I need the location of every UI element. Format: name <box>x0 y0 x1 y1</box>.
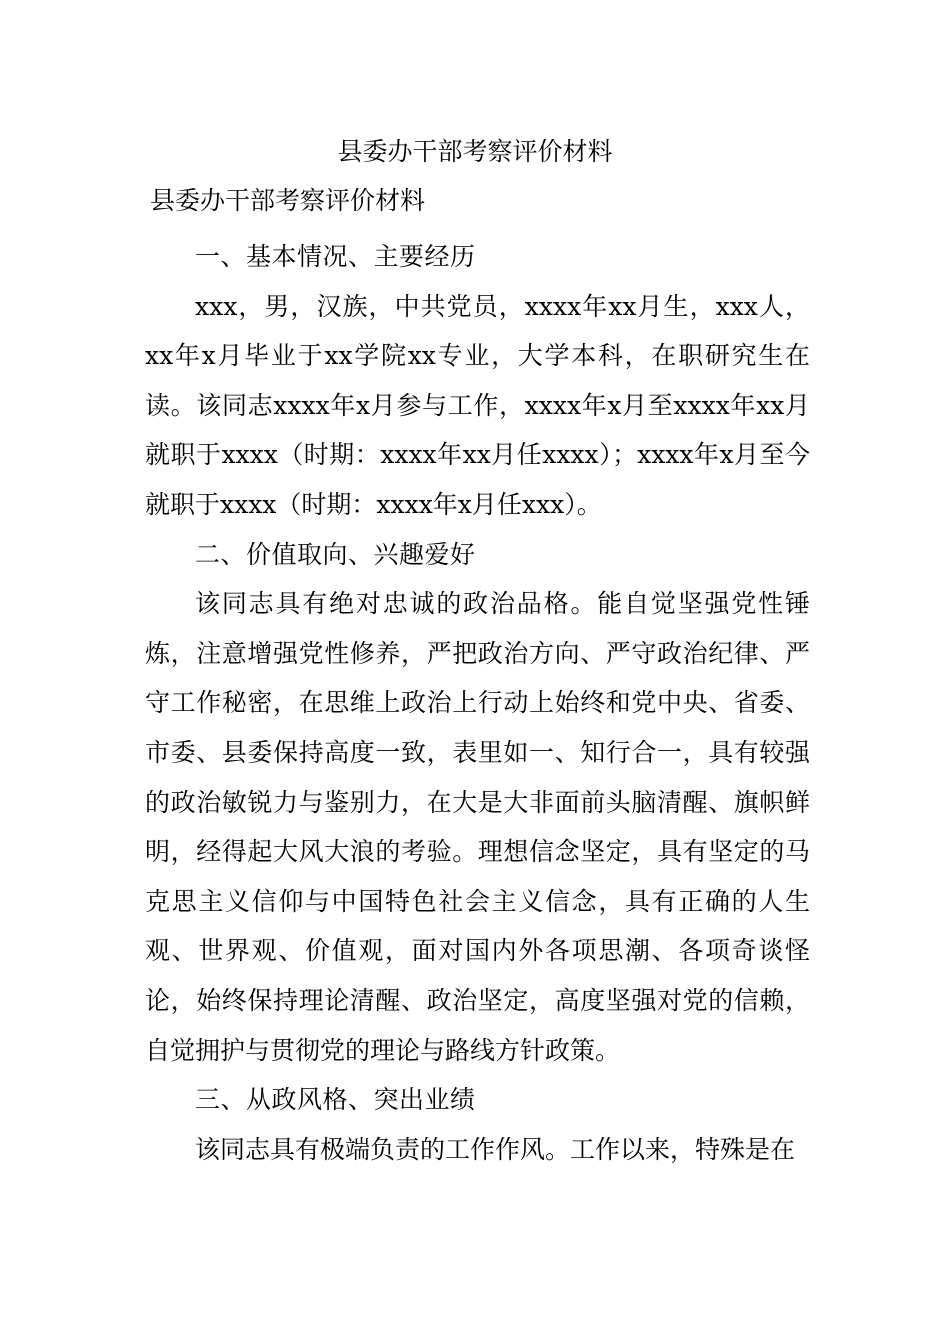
section-heading-values: 二、价值取向、兴趣爱好 <box>195 539 476 569</box>
document-subtitle: 县委办干部考察评价材料 <box>150 186 426 215</box>
section-paragraph-basic-info: xxx，男，汉族，中共党员，xxxx年xx月生，xxx人，xx年x月毕业于xx学院xx专业，大学本科，在职研究生在读。该同志xxxx年x月参与工作，xxxx年x月至xxxx年xx月就职于xxxx（时期：xxxx年xx月任xxxx）；xxxx年x月至今就职于xxxx（时期：xxxx年x月任xxx）。 <box>145 291 810 519</box>
document-body <box>145 232 810 1174</box>
section-heading-basic-info: 一、基本情况、主要经历 <box>195 242 476 271</box>
document-title: 县委办干部考察评价材料 <box>337 137 613 166</box>
section-paragraph-work-style: 该同志具有极端负责的工作作风。工作以来，特殊是在 <box>195 1134 796 1164</box>
section-heading-work-style: 三、从政风格、突出业绩 <box>195 1085 476 1115</box>
section-paragraph-values: 该同志具有绝对忠诚的政治品格。能自觉坚强党性锤炼，注意增强党性修养，严把政治方向、严守政治纪律、严守工作秘密，在思维上政治上行动上始终和党中央、省委、市委、县委保持高度一致，表里如一、知行合一，具有较强的政治敏锐力与鉴别力，在大是大非面前头脑清醒、旗帜鲜明，经得起大风大浪的考验。理想信念坚定，具有坚定的马克思主义信仰与中国特色社会主义信念，具有正确的人生观、世界观、价值观，面对国内外各项思潮、各项奇谈怪论，始终保持理论清醒、政治坚定，高度坚强对党的信赖，自觉拥护与贯彻党的理论与路线方针政策。 <box>145 589 810 1065</box>
